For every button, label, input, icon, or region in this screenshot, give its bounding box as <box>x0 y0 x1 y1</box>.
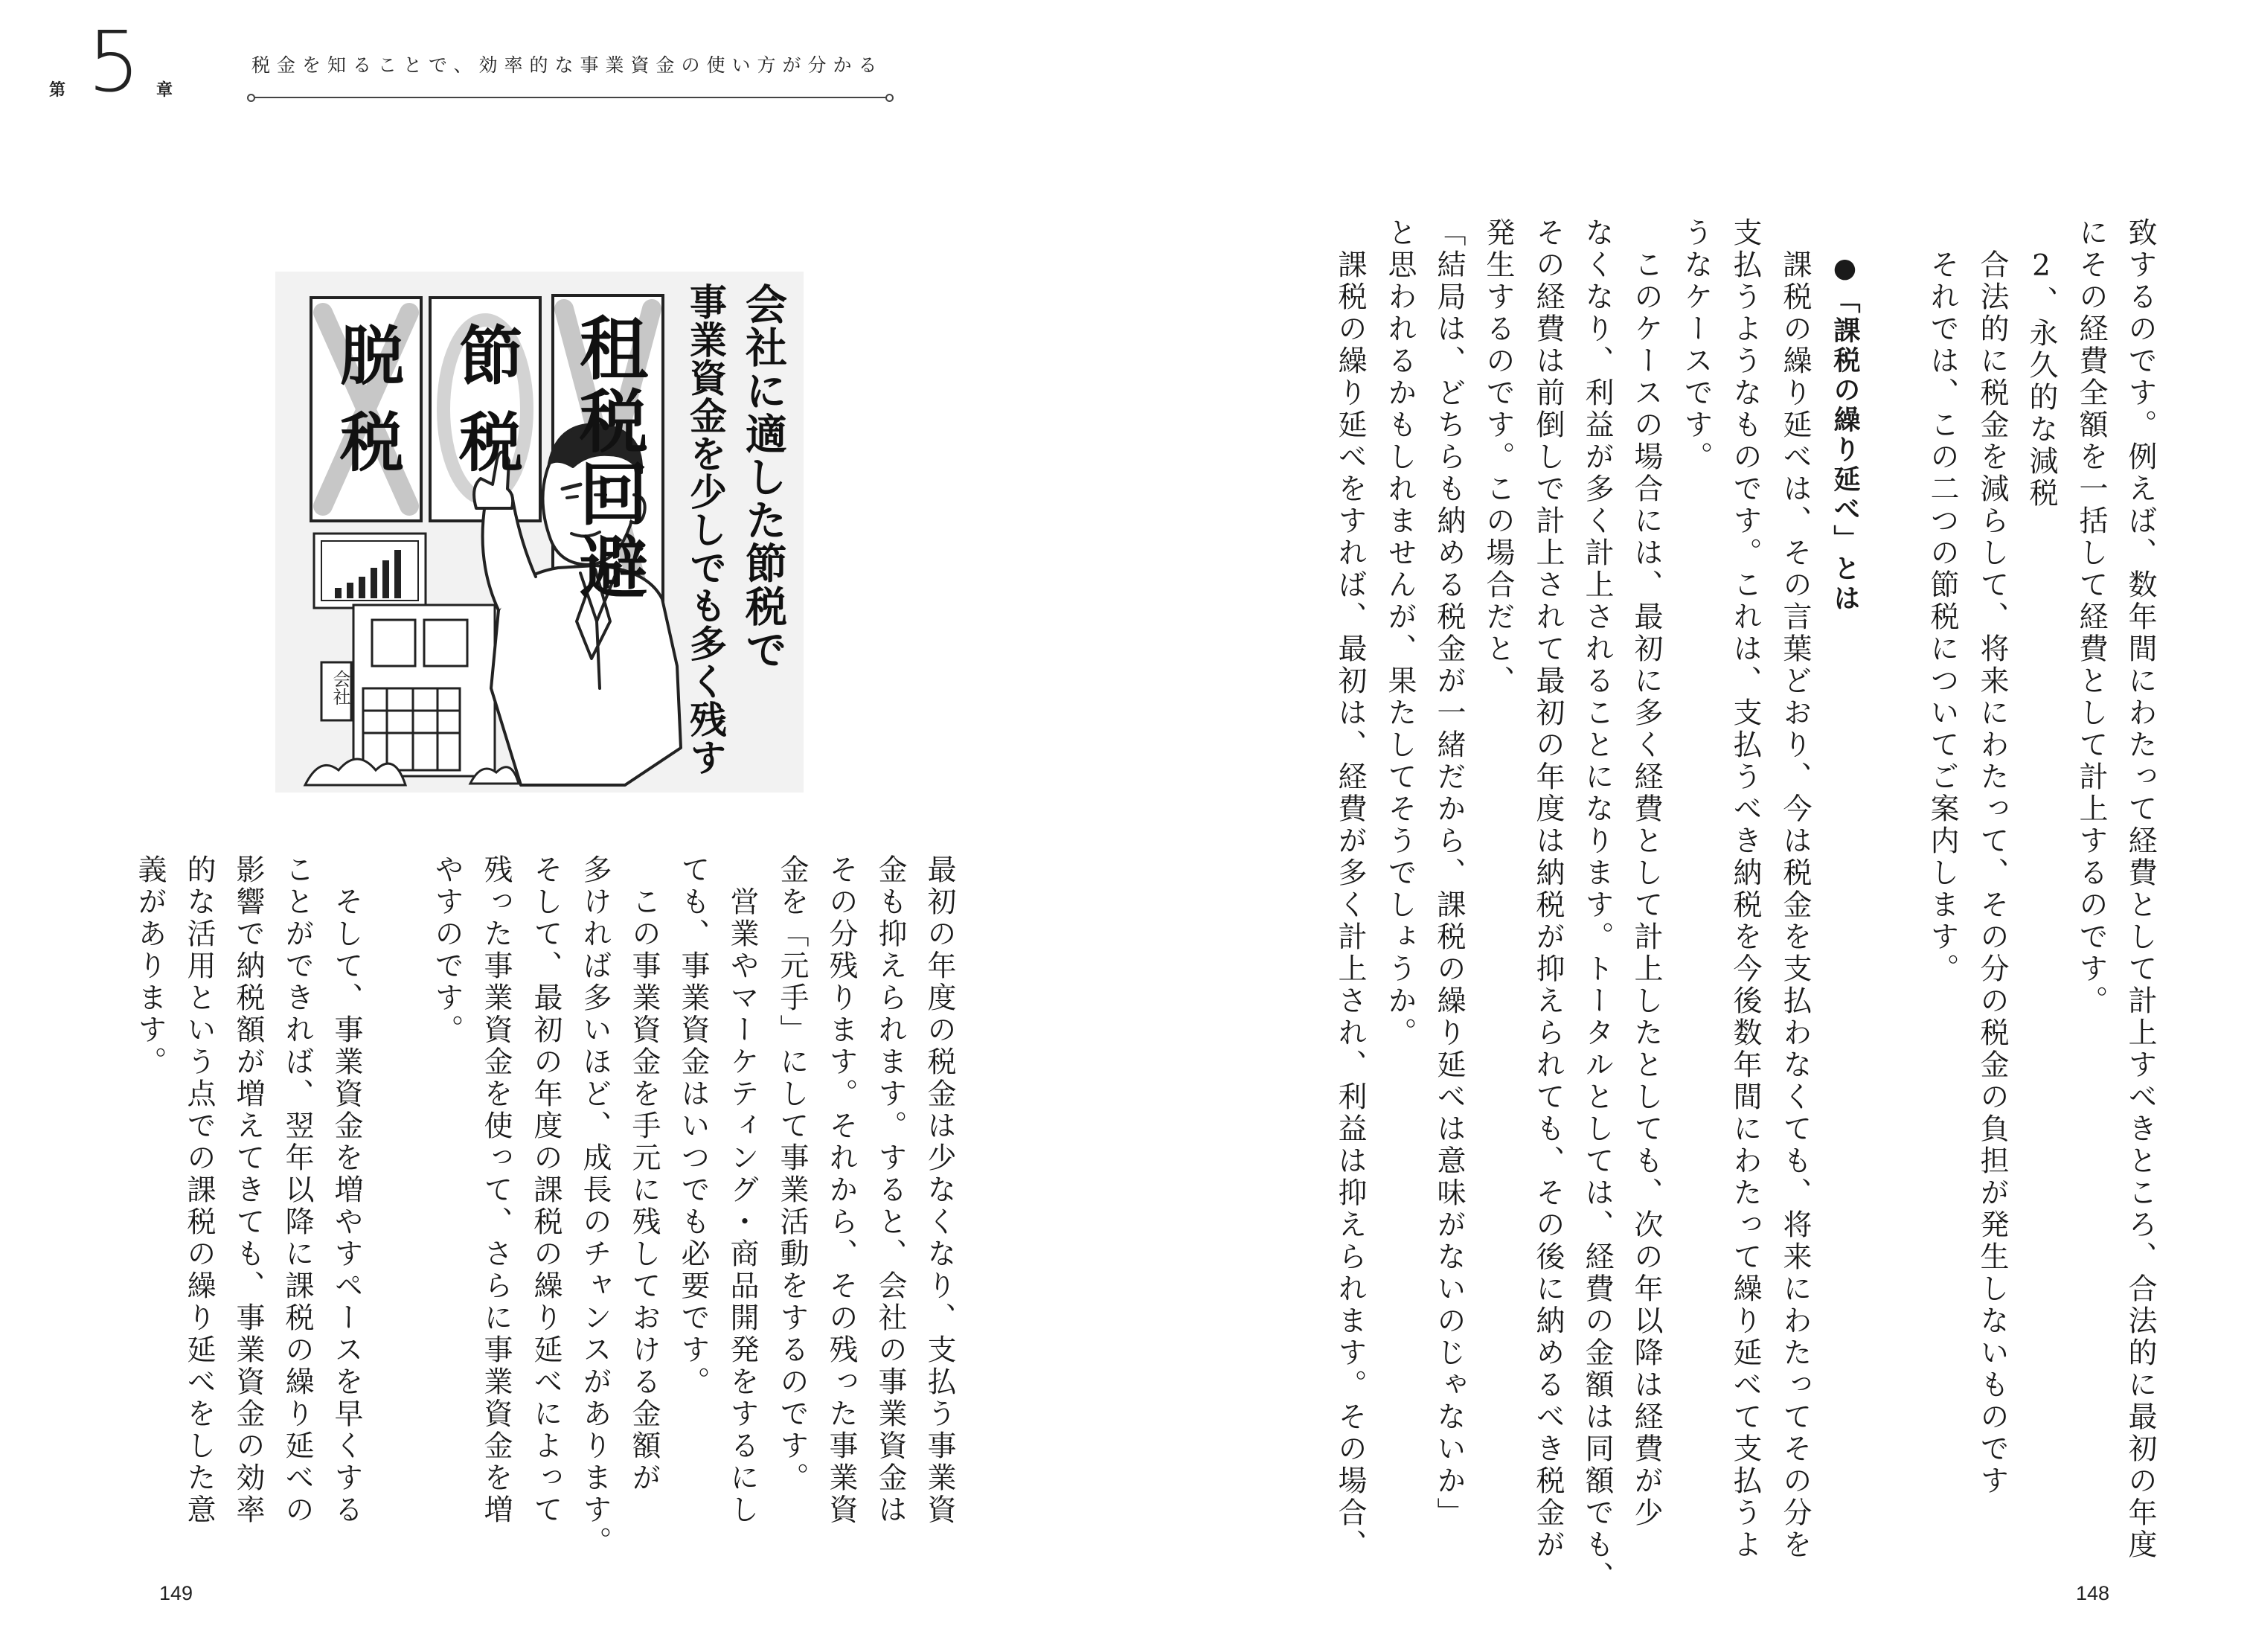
page-149-column: 営業やマーケティング・商品開発をするにし <box>725 854 759 1526</box>
page-148-column: このケースの場合には、最初に多く経費として計上したとしても、次の年以降は経費が少 <box>1629 217 1663 1529</box>
page-148-column: 致するのです。例えば、数年間にわたって経費として計上すべきところ、合法的に最初の年度 <box>2124 217 2157 1561</box>
chapter-suffix: 章 <box>156 81 173 100</box>
rule-end-dot <box>885 94 894 102</box>
box-label-tax-avoidance: 租税回避 <box>568 313 649 604</box>
page-149-column: やすのです。 <box>430 854 464 1046</box>
chapter-title-rule <box>251 97 888 98</box>
page-149-column: そして、最初の年度の課税の繰り延べによって <box>529 854 562 1526</box>
illustration-caption-line-1: 会社に適した節税で <box>739 283 787 671</box>
page-148-column: それでは、この二つの節税についてご案内します。 <box>1926 217 1959 985</box>
page-number: 149 <box>159 1582 193 1604</box>
page-149-column: ても、事業資金はいつでも必要です。 <box>676 854 710 1398</box>
page-148-column: と思われるかもしれませんが、果たしてそうでしょうか。 <box>1383 217 1417 1049</box>
page-148-section-heading: ●「課税の繰り延べ」とは <box>1830 253 1860 614</box>
page-148-column: 合法的に税金を減らして、将来にわたって、その分の税金の負担が発生しないものです <box>1975 217 2009 1497</box>
page-149-column: 金を「元手」にして事業活動をするのです。 <box>775 854 809 1494</box>
page-149-column: 影響で納税額が増えてきても、事業資金の効率 <box>231 854 265 1526</box>
chart-board-icon <box>314 534 426 608</box>
page-149-column: その分残ります。それから、その残った事業資 <box>824 854 858 1526</box>
page-number: 148 <box>2076 1582 2110 1604</box>
page-148-column: 支払うようなものです。これは、支払うべき納税を今後数年間にわたって繰り延べて支払うよ <box>1728 217 1762 1561</box>
illustration-caption-line-2: 事業資金を少しでも多く残す <box>684 283 727 776</box>
page-148-column: にその経費全額を一括して経費として計上するのです。 <box>2074 217 2108 1017</box>
box-label-tax-evasion: 脱税 <box>329 322 404 495</box>
page-149-column: この事業資金を手元に残しておける金額が <box>627 854 661 1494</box>
page-149-column: ことができれば、翌年以降に課税の繰り延べの <box>281 854 314 1526</box>
page-149-column: 的な活用という点での課税の繰り延べをした意 <box>182 854 216 1526</box>
page-148-column: なくなり、利益が多く計上されることになります。トータルとしては、経費の金額は同額でも、 <box>1580 217 1614 1593</box>
page-148-column: うなケースです。 <box>1679 217 1713 473</box>
box-label-tax-saving: 節税 <box>448 322 523 495</box>
chapter-title: 税金を知ることで、効率的な事業資金の使い方が分かる <box>251 54 884 76</box>
illustration <box>275 272 804 793</box>
page-149-column: 金も抑えられます。すると、会社の事業資金は <box>874 854 907 1526</box>
page-149-column: そして、事業資金を増やすペースを早くする <box>330 854 363 1526</box>
page-148-column: 「結局は、どちらも納める税金が一緒だから、課税の繰り延べは意味がないのじゃないか」 <box>1432 217 1466 1529</box>
rule-end-dot <box>247 94 255 102</box>
page-148-column: 課税の繰り延べをすれば、最初は、経費が多く計上され、利益は抑えられます。その場合、 <box>1333 217 1367 1561</box>
page-149-column: 残った事業資金を使って、さらに事業資金を増 <box>479 854 513 1526</box>
building-sign: 会社 <box>330 670 350 705</box>
page-149-column: 多ければ多いほど、成長のチャンスがあります。 <box>578 854 612 1558</box>
page-149-column: 義があります。 <box>133 854 167 1078</box>
chapter-prefix: 第 <box>49 81 66 100</box>
chapter-number: 5 <box>87 14 141 111</box>
page-149-column: 最初の年度の税金は少なくなり、支払う事業資 <box>923 854 956 1526</box>
page-148-column: 課税の繰り延べは、その言葉どおり、今は税金を支払わなくても、将来にわたってその分を <box>1778 217 1812 1561</box>
page-148-column: その経費は前倒しで計上されて最初の年度は納税が抑えられても、その後に納めるべき税金が <box>1531 217 1565 1561</box>
page-148-column: 2、永久的な減税 <box>2025 217 2058 510</box>
page-148-column: 発生するのです。この場合だと、 <box>1481 217 1515 697</box>
